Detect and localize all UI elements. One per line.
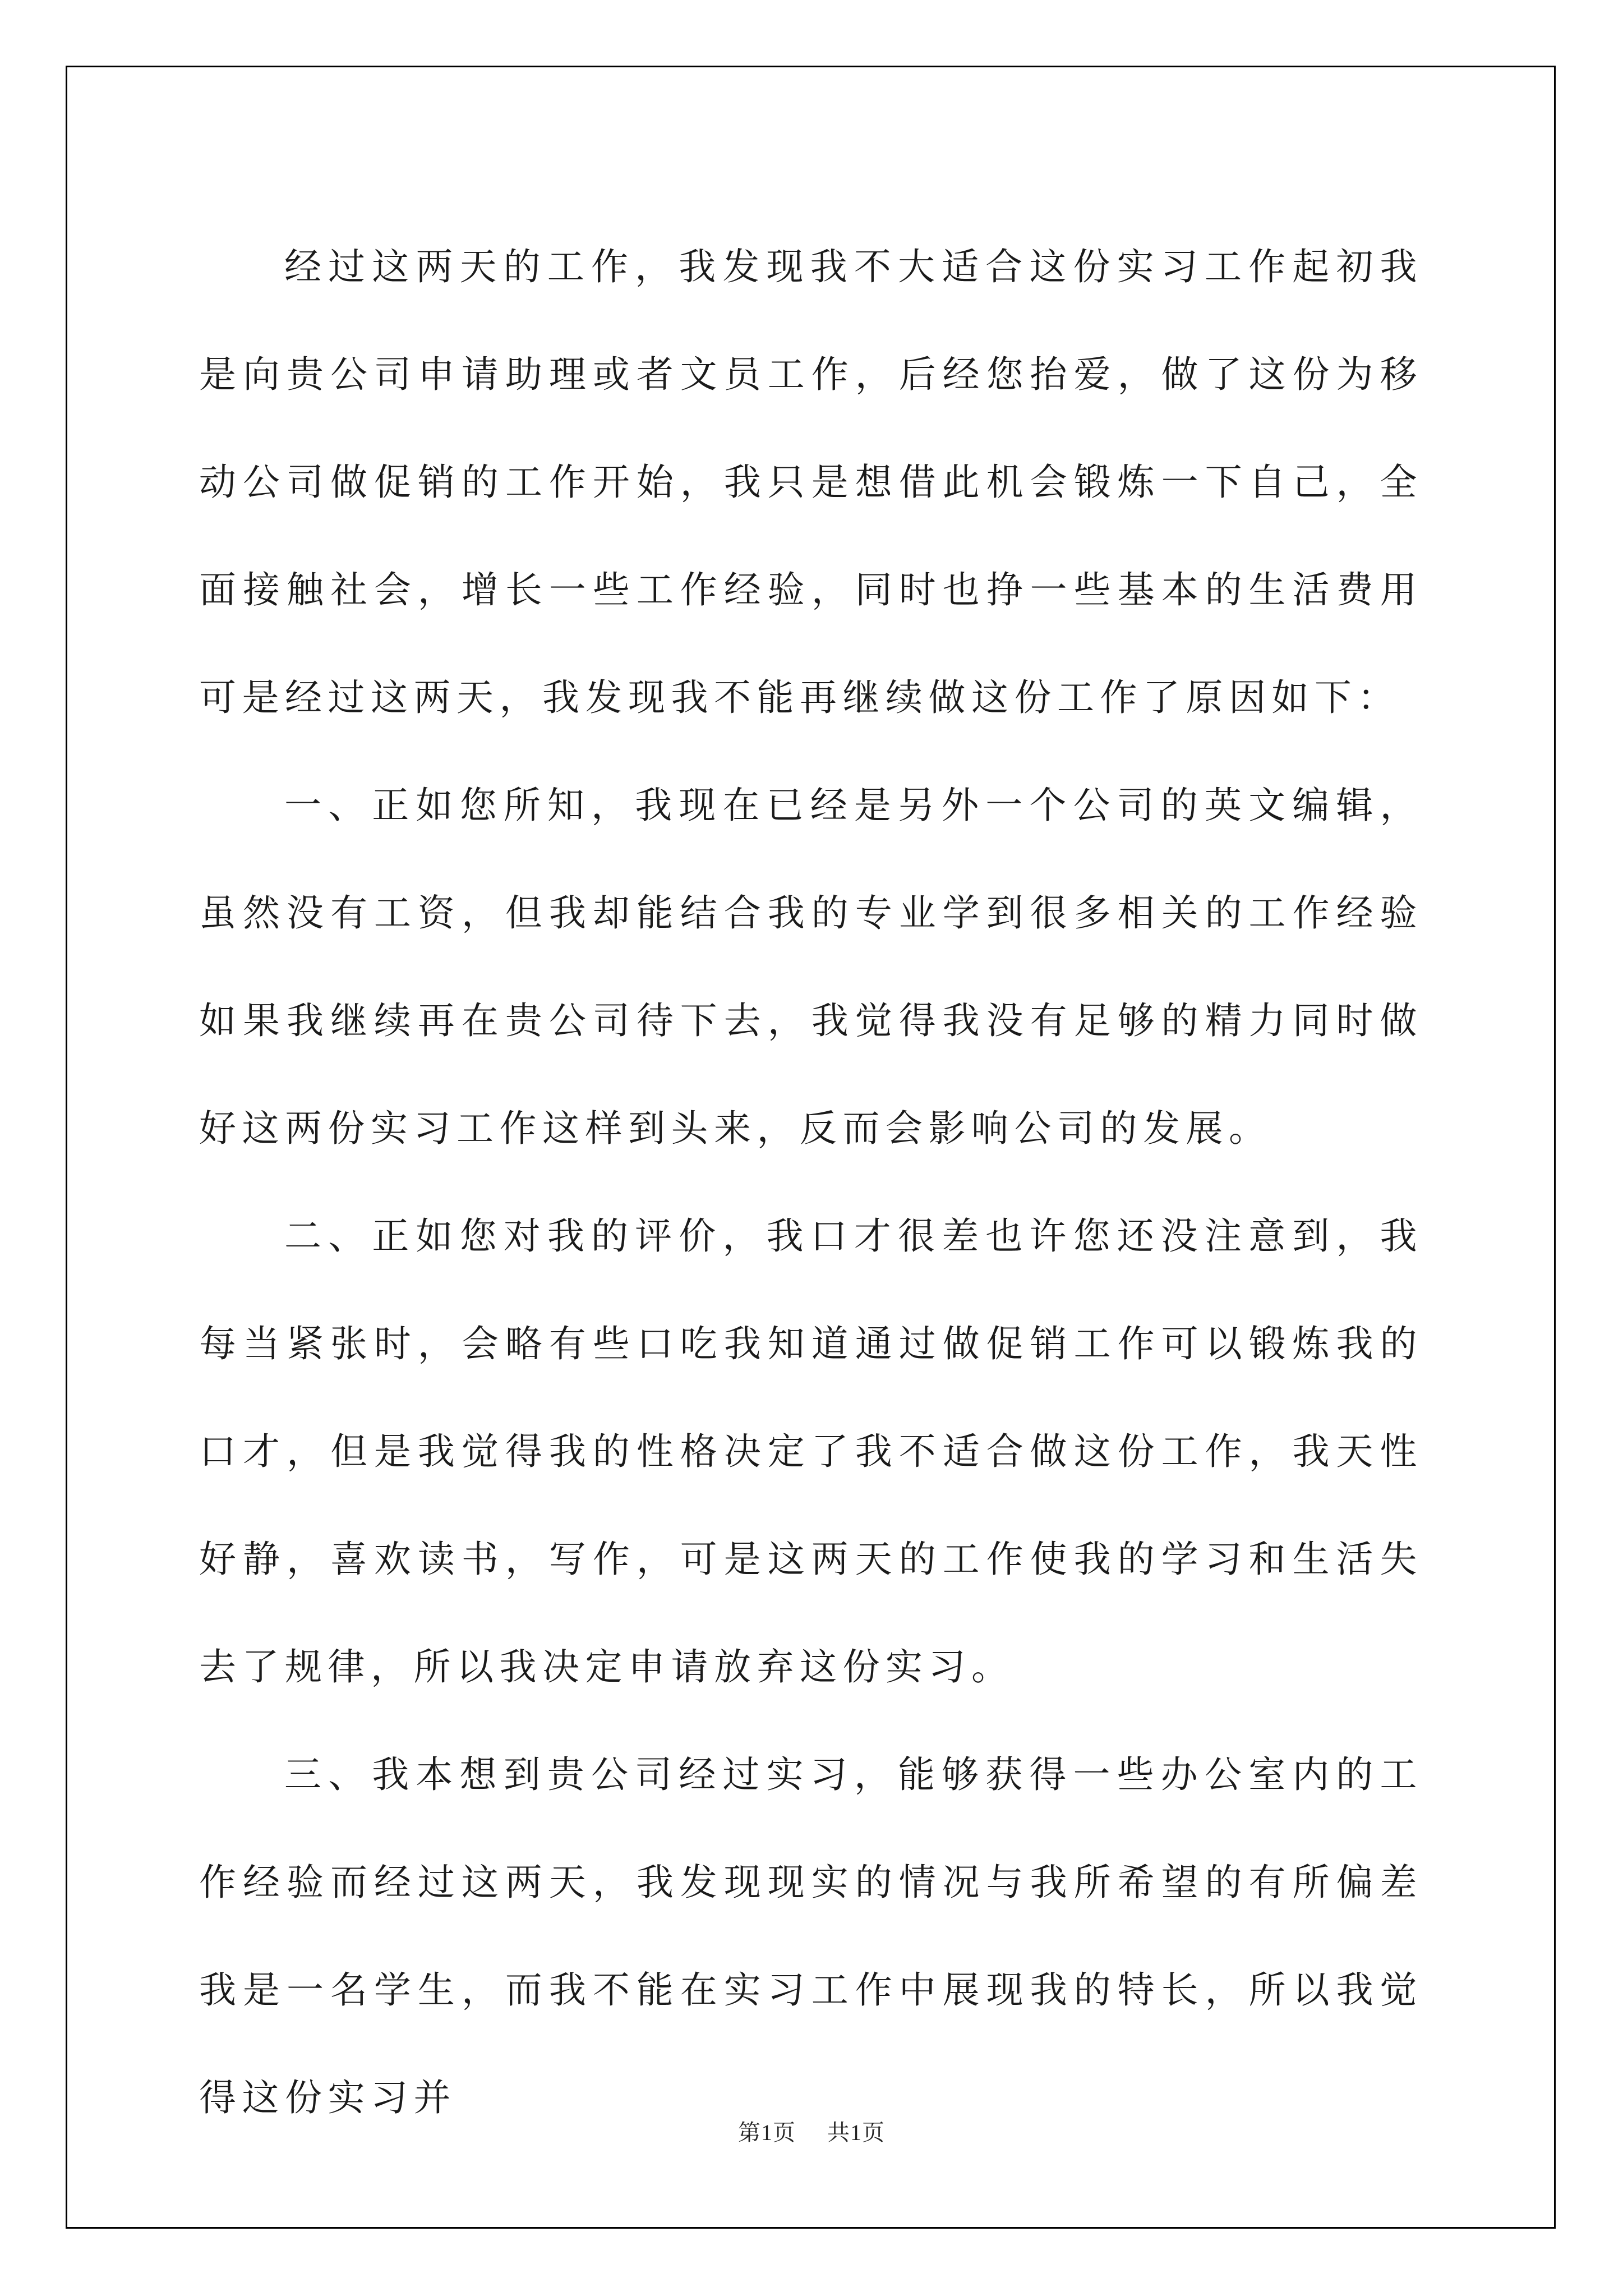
document-body [199, 213, 1423, 2152]
paragraph-intro: 经过这两天的工作，我发现我不大适合这份实习工作起初我是向贵公司申请助理或者文员工作，后经您抬爱，做了这份为移动公司做促销的工作开始，我只是想借此机会锻炼一下自己，全面接触社会，增长一些工作经验，同时也挣一些基本的生活费用可是经过这两天，我发现我不能再继续做这份工作了原因如下： [199, 245, 1423, 719]
page-number: 第1页 [738, 2120, 796, 2145]
page-footer [0, 2115, 1623, 2147]
paragraph-reason-1: 一、正如您所知，我现在已经是另外一个公司的英文编辑，虽然没有工资，但我却能结合我的专业学到很多相关的工作经验如果我继续再在贵公司待下去，我觉得我没有足够的精力同时做好这两份实习工作这样到头来，反而会影响公司的发展。 [199, 784, 1423, 1150]
paragraph-reason-3: 三、我本想到贵公司经过实习，能够获得一些办公室内的工作经验而经过这两天，我发现现实的情况与我所希望的有所偏差我是一名学生，而我不能在实习工作中展现我的特长，所以我觉得这份实习并 [199, 1753, 1423, 2119]
page-total: 共1页 [827, 2120, 885, 2145]
paragraph-reason-2: 二、正如您对我的评价，我口才很差也许您还没注意到，我每当紧张时，会略有些口吃我知道通过做促销工作可以锻炼我的口才，但是我觉得我的性格决定了我不适合做这份工作，我天性好静，喜欢读书，写作，可是这两天的工作使我的学习和生活失去了规律，所以我决定申请放弃这份实习。 [199, 1214, 1423, 1688]
